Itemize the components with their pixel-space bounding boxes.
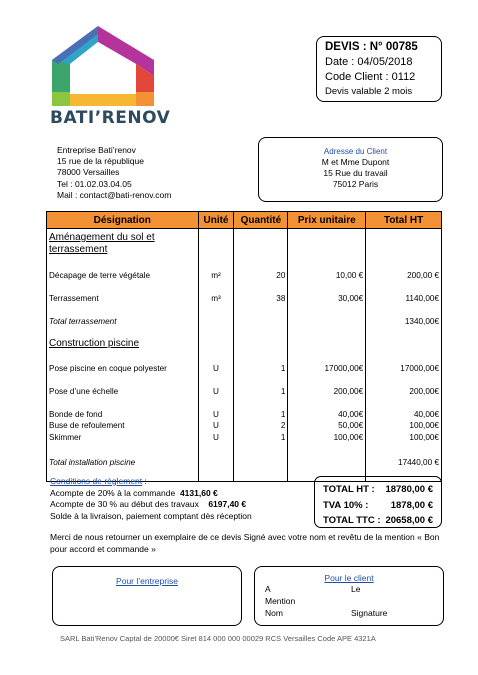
table-row: Buse de refoulement U 2 50,00€ 100,00€: [47, 419, 442, 431]
subtotal-row: [47, 456, 442, 468]
company-signature-box[interactable]: [52, 566, 242, 626]
header-unit: Unité: [198, 212, 234, 229]
table-row: Pose d’une échelle U 1 200,00€ 200,00€: [47, 384, 442, 396]
legal-footer: SARL Bati’Renov Captal de 20000€ Siret 814 000 000 00029 RCS Versailles Code APE 4321A: [60, 634, 376, 643]
total-ht-value: 18780,00 €: [385, 484, 433, 495]
subtotal-piscine-value: 17440,00 €: [366, 456, 442, 468]
header-unit-price: Prix unitaire: [288, 212, 366, 229]
company-mail[interactable]: Mail : contact@bati-renov.com: [57, 189, 172, 200]
subtotal-terrassement-value: 1340,00€: [366, 315, 442, 327]
devis-number: DEVIS : N° 00785: [325, 41, 418, 53]
client-signature-label[interactable]: Pour le client: [324, 573, 374, 583]
header-total-ht: Total HT: [366, 212, 442, 229]
company-city: 78000 Versailles: [57, 167, 120, 178]
client-street: 15 Rue du travail: [323, 168, 388, 178]
return-instructions: Merci de nous retourner un exemplaire de ce devis Signé avec votre nom et revêtu de la mention « Bon pour accord et commande »: [50, 532, 440, 554]
section-title-terrassement: Aménagement du sol et terrassement: [49, 232, 155, 255]
subtotal-terrassement-label: Total terrassement: [47, 315, 199, 327]
section-title-piscine: Construction piscine: [49, 337, 140, 349]
client-address-box: [258, 137, 443, 202]
conditions-heading[interactable]: Conditions de règlement: [50, 476, 143, 486]
devis-date: Date : 04/05/2018: [325, 56, 413, 68]
table-row: Décapage de terre végétale m² 20 10,00 € 200,00 €: [47, 269, 442, 281]
deposit-30-value: 6197,40 €: [208, 499, 247, 509]
table-row: Pose piscine en coque polyester U 1 17000,00€ 17000,00€: [47, 361, 442, 373]
company-tel: Tel : 01.02.03.04.05: [57, 178, 132, 189]
subtotal-piscine-label: Total installation piscine: [47, 456, 199, 468]
client-city: 75012 Paris: [332, 179, 379, 189]
devis-client-code: Code Client : 0112: [325, 71, 416, 83]
deposit-20-value: 4131,60 €: [179, 487, 218, 498]
totals-box: TOTAL HT : 18780,00 € TVA 10% : 1878,00 € TOTAL TTC : 20658,00 €: [314, 476, 442, 528]
items-table: [46, 211, 442, 482]
table-row: Bonde de fond U 1 40,00€ 40,00€: [47, 407, 442, 419]
payment-conditions: Conditions de règlement : Acompte de 20% à la commande 4131,60 € Acompte de 30 % au début des travaux 6197,40 € Solde à la livraison, paiement comptant dès réception: [50, 476, 252, 521]
house-logo-icon: [52, 26, 154, 106]
table-row: Terrassement m³ 38 30,00€ 1140,00€: [47, 292, 442, 304]
header-quantity: Quantité: [234, 212, 288, 229]
client-signature-box[interactable]: Pour le client A Le Mention Nom Signature: [254, 566, 444, 626]
client-name: M et Mme Dupont: [321, 157, 390, 167]
header-designation: Désignation: [47, 212, 199, 229]
brand-name: BATI’RENOV: [50, 108, 171, 128]
company-street: 15 rue de la république: [57, 156, 144, 167]
devis-validity: Devis valable 2 mois: [325, 86, 413, 97]
devis-info-box: [316, 36, 442, 102]
subtotal-row: [47, 315, 442, 327]
tva-value: 1878,00 €: [390, 499, 433, 511]
total-ttc-value: 20658,00 €: [385, 515, 433, 526]
company-signature-label[interactable]: Pour l’entreprise: [116, 576, 178, 586]
section-title-row: [47, 338, 442, 350]
company-name: Entreprise Bati’renov: [57, 145, 136, 155]
client-address-heading[interactable]: Adresse du Client: [323, 147, 388, 156]
company-address: [57, 145, 171, 201]
table-header-row: [47, 212, 442, 229]
table-row: Skimmer U 1 100,00€ 100,00€: [47, 430, 442, 442]
section-title-row: [47, 229, 442, 257]
